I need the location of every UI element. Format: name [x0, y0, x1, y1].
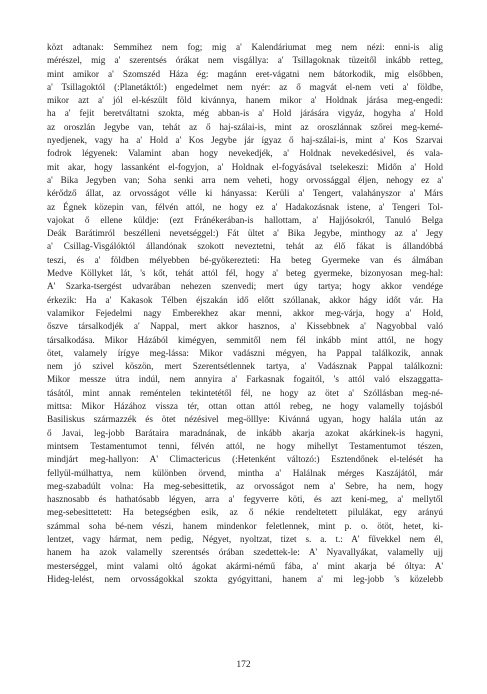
text-line: fellyül-múlhattya, nem különben örvend, mintha a' Halálnak mérges Kaszájától, már [47, 467, 443, 478]
text-line: ha a' fejit beretváltatni szokta, még abban-is a' Hold járására vigyáz, hogyha a' Hold [47, 108, 443, 119]
text-line: mintsem Testamentumot tenni, félvén attól, ne hogy mihellyt Testamentumot tészen, [47, 440, 443, 451]
text-line: mittsa: Mikor Házához vissza tér, ottan ottan attól rebeg, ne hogy valamelly tojásból [47, 401, 443, 412]
text-line: Deák Barátimról beszélleni nevetséggel:) Fát ültet a' Bika Jegybe, minthogy az a' Jegy [47, 228, 443, 239]
text-line: nem jó szivel köszön, mert Szerentsétlennek tartya, a' Vadásznak Pappal találkozni: [47, 361, 443, 372]
text-line: a' Bika Jegyben van; Soha senki arra nem veheti, hogy orvossággal éljen, nehogy ez a' [47, 174, 443, 185]
text-line: a' Tsillagoktól (:Planetáktól:) engedelmet nem nyér: az ő magvát el-nem veti a' földbe, [47, 81, 443, 92]
text-line: társalkodása. Mikor Házából kimégyen, semmitől nem fél inkább mint attól, ne hogy [47, 334, 443, 345]
text-line: számmal soha bé-nem vészi, hanem mindenkor feletlennek, mint p. o. ötöt, hetet, ki- [47, 520, 443, 531]
text-line: mikor azt a' jól el-készült föld kivánnya, hanem mikor a' Holdnak járása meg-engedi: [47, 95, 443, 106]
text-line: mindjárt meg-hallyon: A' Climactericus (:Hetenként változó:) Esztendőnek el-telését ha [47, 454, 443, 465]
text-line: őszve társalkodjék a' Nappal, mert akkor hasznos, a' Kissebbnek a' Nagyobbal való [47, 321, 443, 332]
text-line: mint amikor a' Szomszéd Háza ég: magánn eret-vágatni nem bátorkodik, mig elsőbben, [47, 68, 443, 79]
text-line: Basiliskus származzék és ötet nézésivel meg-ölllye: Kivánná ugyan, hogy halála után az [47, 414, 443, 425]
text-line: ötet, valamely írígye meg-lássa: Mikor vadászni mégyen, ha Pappal találkozik, annak [47, 347, 443, 358]
page-number: 172 [236, 660, 251, 670]
text-line: ő Javai, leg-jobb Barátaira maradnának, de inkább akarja azokat akárkinek-is hagyni, [47, 427, 443, 438]
text-line: Hideg-lelést, nem orvosságokkal szokta gyógyittani, hanem a' mi leg-jobb 's közelebb [47, 573, 443, 584]
text-line: az oroszlán Jegybe van, tehát az ő haj-szálai-is, mint az oroszlánnak szőrei meg-kemé- [47, 121, 443, 132]
text-line: mesterséggel, mint valami oltó ágokat akármi-némű fába, a' mint akarja bé óltya: A' [47, 560, 443, 571]
text-line: teszi, és a' földben mélyebben bé-gyökerezteti: Ha beteg Gyermeke van és álmában [47, 254, 443, 265]
text-line: tásától, mint annak reméntelen tekintetétől fél, ne hogy az ötet a' Szóllásban meg-né- [47, 387, 443, 398]
text-line: mérészel, mig a' szerentsés órákat nem visgállya: a' Tsillagoknak tüzeitől inkább retteg, [47, 55, 443, 66]
text-line: vajokat ő ellene küldje: (ezt Fránékerában-is hallottam, a' Hajjósokról, Tanuló Belga [47, 214, 443, 225]
text-line: a' Csillag-Visgálóktól állandónak szokott neveztetni, tehát az élő fákat is állandóbbá [47, 241, 443, 252]
text-line: nyedjenek, vagy ha a' Hold a' Kos Jegybe jár ígyaz ő haj-szálai-is, mint a' Kos Szarvai [47, 135, 443, 146]
body-text [47, 41, 443, 586]
text-line: fodrok légyenek: Valamint aban hogy nevekedjék, a' Holdnak nevekedésivel, és vala- [47, 148, 443, 159]
text-line: valamikor Fejedelmi nagy Emberekhez akar menni, akkor meg-várja, hogy a' Hold, [47, 307, 443, 318]
text-line: hasznosabb és hathatósabb légyen, arra a' fegyverre köti, és azt keni-meg, a' mellytől [47, 494, 443, 505]
text-line: hanem ha azok valamelly szerentsés órában szedettek-le: A' Nyavallyákat, valamelly ujj [47, 547, 443, 558]
text-line: meg-szabadúlt volna: Ha meg-sebesittetik, az orvosságot nem a' Sebre, ha nem, hogy [47, 480, 443, 491]
text-line: mit akar, hogy lassanként el-fogyjon, a' Holdnak el-fogyásával tselekeszi: Midőn a' Hold [47, 161, 443, 172]
text-line: érkezik: Ha a' Kakasok Télben éjszakán idő előtt szóllanak, akkor hágy időt vár. Ha [47, 294, 443, 305]
text-line: meg-sebesittetett: Ha betegségben esik, az ő nékie rendeltetett pilulákat, egy arányú [47, 507, 443, 518]
text-line: lentzet, vagy hármat, nem pedig, Négyet, nyoltzat, tizet s. a. t.: A' fűvekkel nem él, [47, 533, 443, 544]
text-line: közt adtanak: Semmihez nem fog; mig a' Kalendáriumat meg nem nézi: enni-is alig [47, 42, 443, 52]
text-line: az Égnek közepin van, félvén attól, ne hogy ez a' Hadakozásnak istene, a' Tengeri Tol- [47, 201, 443, 212]
text-line: A' Szarka-tsergést udvarában nehezen szenvedi; mert úgy tartya; hogy akkor vendége [47, 281, 443, 292]
text-line: Medve Köllyket lát, 's kőt, tehát attól fél, hogy a' beteg gyermeke, bizonyosan meg-hal: [47, 268, 443, 279]
text-line: Mikor messze útra indúl, nem annyira a' Farkasnak fogaitól, 's attól való elszaggatta- [47, 374, 443, 385]
text-line: kérődző állat, az orvosságot vélle ki hányassa: Kerüli a' Tengert, valahányszor a' Márs [47, 188, 443, 199]
